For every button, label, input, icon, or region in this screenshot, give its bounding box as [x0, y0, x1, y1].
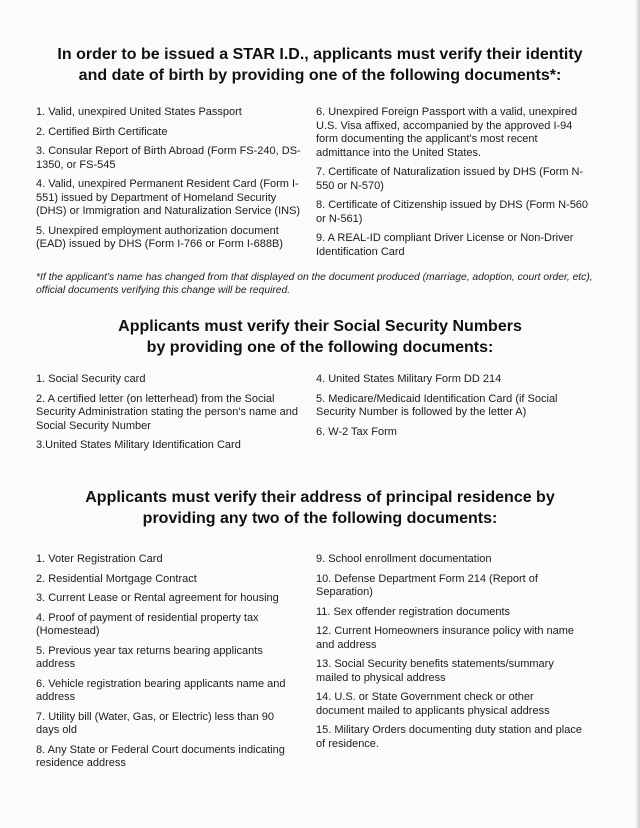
identity-heading [20, 44, 620, 86]
address-heading-line1: Applicants must verify their address of principal residence by [85, 489, 555, 506]
address-heading [20, 487, 620, 529]
list-item: 4. Valid, unexpired Permanent Resident Card (Form I-551) issued by Department of Homeland Security (DHS) or Immigration and Naturalization Service (INS) [36, 178, 301, 217]
identity-right-list [316, 106, 590, 265]
list-item: 14. U.S. or State Government check or other document mailed to applicants physical address [316, 691, 550, 717]
list-item: 11. Sex offender registration documents [316, 605, 511, 618]
ssn-heading-line2: by providing one of the following documents: [146, 339, 494, 356]
identity-left-list [36, 106, 306, 258]
list-item: 2. A certified letter (on letterhead) from the Social Security Administration stating the person's name and Social Security Number [36, 392, 298, 432]
list-item: 1. Social Security card [36, 373, 146, 385]
list-item: 4. Proof of payment of residential property tax (Homestead) [36, 611, 259, 637]
list-item: 15. Military Orders documenting duty station and place of residence. [316, 724, 582, 750]
identity-heading-line2: and date of birth by providing one of the following documents*: [78, 67, 562, 84]
list-item: 6. W-2 Tax Form [316, 425, 397, 438]
ssn-heading-line1: Applicants must verify their Social Security Numbers [118, 318, 522, 335]
list-item: 6. Vehicle registration bearing applicants name and address [36, 677, 286, 703]
list-item: 8. Certificate of Citizenship issued by DHS (Form N-560 or N-561) [316, 199, 589, 225]
list-item: 6. Unexpired Foreign Passport with a valid, unexpired U.S. Visa affixed, accompanied by the approved I-94 form documenting the applicant's most recent admittance into the United States. [316, 106, 578, 159]
page-edge-shadow [635, 0, 640, 828]
list-item: 4. United States Military Form DD 214 [316, 373, 502, 385]
list-item: 1. Voter Registration Card [36, 553, 163, 565]
list-item: 3.United States Military Identification Card [36, 439, 241, 451]
list-item: 9. School enrollment documentation [316, 553, 492, 565]
list-item: 5. Unexpired employment authorization document (EAD) issued by DHS (Form I-766 or Form I-688B) [36, 224, 283, 250]
list-item: 8. Any State or Federal Court documents indicating residence address [36, 743, 285, 769]
ssn-heading [20, 316, 620, 358]
list-item: 5. Previous year tax returns bearing applicants address [36, 644, 263, 670]
list-item: 1. Valid, unexpired United States Passport [36, 106, 242, 118]
address-left-list [36, 553, 298, 777]
identity-heading-line1: In order to be issued a STAR I.D., applicants must verify their identity [57, 46, 583, 63]
list-item: 13. Social Security benefits statements/summary mailed to physical address [316, 658, 554, 684]
list-item: 5. Medicare/Medicaid Identification Card (if Social Security Number is followed by the letter A) [316, 392, 558, 418]
ssn-right-list [316, 373, 590, 445]
name-change-footnote: *If the applicant's name has changed from that displayed on the document produced (marriage, adoption, court order, etc), official documents verifying this change will be required. [36, 272, 593, 296]
list-item: 9. A REAL-ID compliant Driver License or Non-Driver Identification Card [316, 232, 574, 258]
list-item: 2. Certified Birth Certificate [36, 125, 168, 138]
address-heading-line2: providing any two of the following documents: [142, 510, 498, 527]
list-item: 2. Residential Mortgage Contract [36, 572, 197, 585]
list-item: 3. Consular Report of Birth Abroad (Form FS-240, DS-1350, or FS-545 [36, 145, 301, 171]
address-right-list [316, 553, 584, 757]
ssn-left-list [36, 373, 308, 459]
list-item: 10. Defense Department Form 214 (Report of Separation) [316, 572, 538, 598]
list-item: 12. Current Homeowners insurance policy with name and address [316, 625, 575, 651]
list-item: 7. Certificate of Naturalization issued by DHS (Form N-550 or N-570) [316, 166, 584, 192]
list-item: 3. Current Lease or Rental agreement for housing [36, 592, 279, 604]
list-item: 7. Utility bill (Water, Gas, or Electric) less than 90 days old [36, 710, 274, 736]
